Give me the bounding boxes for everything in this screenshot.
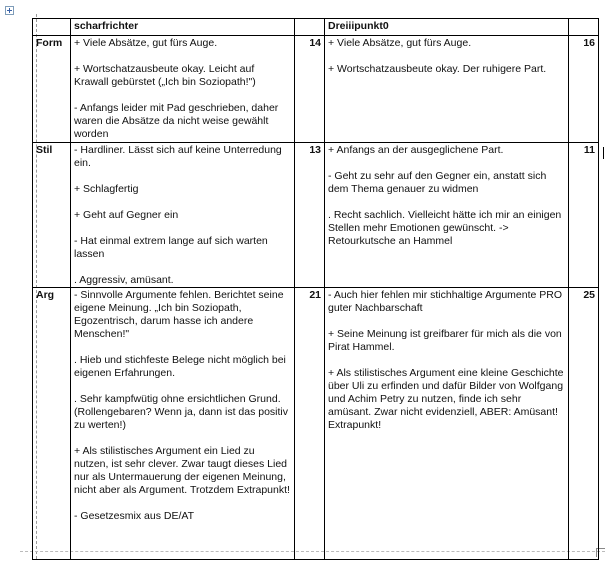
paragraph: + Geht auf Gegner ein: [74, 209, 179, 221]
cell-arg-dreiiipunkt0[interactable]: [325, 288, 569, 560]
paragraph: + Anfangs an der ausgeglichene Part.: [328, 144, 504, 156]
paragraph: - Gesetzesmix aus DE/AT: [74, 510, 195, 522]
score-arg-dreiiipunkt0[interactable]: 25: [569, 288, 599, 560]
header-cell-empty[interactable]: [33, 19, 71, 36]
table-row-form: [33, 36, 599, 143]
cell-stil-dreiiipunkt0[interactable]: [325, 143, 569, 288]
paragraph: + Schlagfertig: [74, 183, 139, 195]
paragraph: - Anfangs leider mit Pad geschrieben, daher waren die Absätze da nicht weise gewählt worden: [74, 102, 279, 140]
paragraph: . Hieb und stichfeste Belege nicht möglich bei eigenen Erfahrungen.: [74, 354, 286, 379]
paragraph: - Hat einmal extrem lange auf sich warten lassen: [74, 235, 268, 260]
score-stil-dreiiipunkt0[interactable]: 11: [569, 143, 599, 288]
text-cursor: [603, 147, 604, 159]
header-cell-dreiiipunkt0[interactable]: Dreiiipunkt0: [325, 19, 569, 36]
rating-table[interactable]: [32, 18, 599, 560]
row-label-form[interactable]: Form: [33, 36, 71, 143]
paragraph: . Recht sachlich. Vielleicht hätte ich mir an einigen Stellen mehr Emotionen gewünscht. -> Retourkutsche an Hammel: [328, 209, 562, 247]
score-arg-scharfrichter[interactable]: 21: [295, 288, 325, 560]
header-cell-score-right[interactable]: [569, 19, 599, 36]
score-form-scharfrichter[interactable]: 14: [295, 36, 325, 143]
paragraph: . Sehr kampfwütig ohne ersichtlichen Grund. (Rollengebaren? Wenn ja, dann ist das positiv zu werten!): [74, 393, 289, 431]
cell-form-scharfrichter[interactable]: [71, 36, 295, 143]
table-row-stil: [33, 143, 599, 288]
paragraph: - Sinnvolle Argumente fehlen. Berichtet seine eigene Meinung. „Ich bin Soziopath, Egozentrisch, darum hasse ich andere Menschen!": [74, 289, 284, 340]
paragraph: + Viele Absätze, gut fürs Auge.: [74, 37, 218, 49]
score-form-dreiiipunkt0[interactable]: 16: [569, 36, 599, 143]
header-cell-score-left[interactable]: [295, 19, 325, 36]
header-cell-scharfrichter[interactable]: scharfrichter: [71, 19, 295, 36]
paragraph: . Aggressiv, amüsant.: [74, 274, 174, 286]
row-label-arg[interactable]: Arg: [33, 288, 71, 560]
score-stil-scharfrichter[interactable]: 13: [295, 143, 325, 288]
paragraph: - Hardliner. Lässt sich auf keine Unterredung ein.: [74, 144, 282, 169]
paragraph: + Wortschatzausbeute okay. Der ruhigere Part.: [328, 63, 547, 75]
paragraph: + Seine Meinung ist greifbarer für mich als die von Pirat Hammel.: [328, 328, 562, 353]
paragraph: - Auch hier fehlen mir stichhaltige Argumente PRO guter Nachbarschaft: [328, 289, 563, 314]
paragraph: + Viele Absätze, gut fürs Auge.: [328, 37, 472, 49]
paragraph: - Geht zu sehr auf den Gegner ein, anstatt sich dem Thema genauer zu widmen: [328, 170, 547, 195]
cell-form-dreiiipunkt0[interactable]: [325, 36, 569, 143]
cell-arg-scharfrichter[interactable]: [71, 288, 295, 560]
paragraph: + Wortschatzausbeute okay. Leicht auf Krawall gebürstet („Ich bin Soziopath!"): [74, 63, 256, 88]
table-header-row: [33, 19, 599, 36]
table-row-arg: [33, 288, 599, 560]
cell-stil-scharfrichter[interactable]: [71, 143, 295, 288]
table-move-handle-icon[interactable]: [5, 6, 14, 15]
paragraph: + Als stilistisches Argument eine kleine Geschichte über Uli zu erfinden und dafür Bilder von Wolfgang und Achim Petry zu nutzen, finde ich sehr amüsant. Zwar nicht evidenziell, ABER: Amüsant! Extrapunkt!: [328, 367, 564, 431]
row-label-stil[interactable]: Stil: [33, 143, 71, 288]
paragraph: + Als stilistisches Argument ein Lied zu nutzen, ist sehr clever. Zwar taugt dieses Lied nur als Untermauerung der eigenen Meinung, nicht aber als Argument. Trotzdem Extrapunkt!: [74, 445, 290, 496]
